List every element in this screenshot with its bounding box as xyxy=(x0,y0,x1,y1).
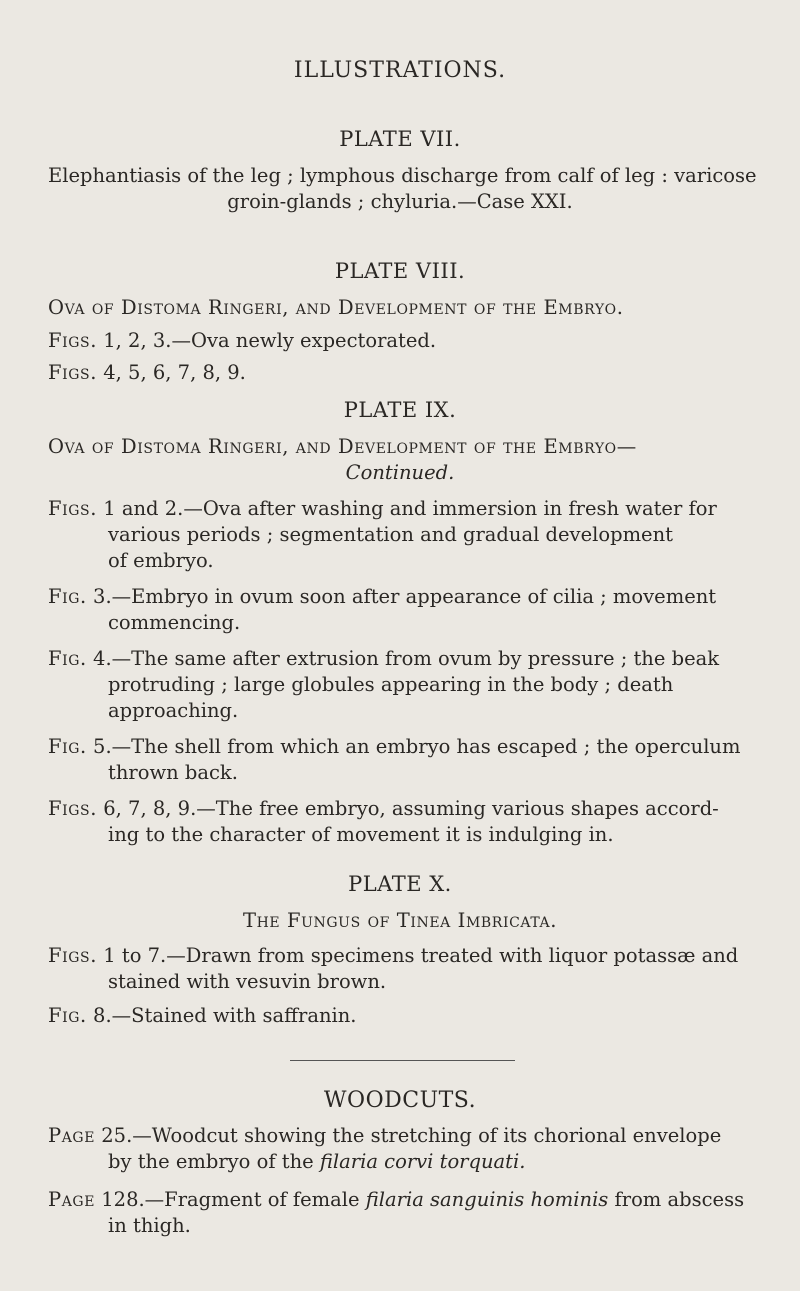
figure-label: Fig. xyxy=(48,585,87,608)
entry-text: from abscess xyxy=(608,1188,745,1211)
figure-label: Figs. xyxy=(48,944,98,967)
plate-9-entry-3-line-1 xyxy=(48,647,719,670)
plate-8-entry-1 xyxy=(48,329,436,352)
entry-text: by the embryo of the xyxy=(108,1150,320,1173)
running-head: ILLUSTRATIONS. xyxy=(293,58,507,83)
plate-9-entry-1-line-2: various periods ; segmentation and gradual development xyxy=(108,523,673,546)
figure-label: Fig. xyxy=(48,1004,87,1027)
species-name: filaria corvi torquati. xyxy=(319,1150,526,1173)
plate-9-entry-1-line-1 xyxy=(48,497,717,520)
plate-9-entry-3-line-2: protruding ; large globules appearing in the body ; death xyxy=(108,673,674,696)
figure-text: 4.—The same after extrusion from ovum by pressure ; the beak xyxy=(93,647,720,670)
plate-8-title: PLATE VIII. xyxy=(334,259,466,283)
page-label: Page xyxy=(48,1188,96,1211)
figure-label: Figs. xyxy=(48,329,98,352)
figure-text: 4, 5, 6, 7, 8, 9. xyxy=(103,361,246,384)
plate-9-entry-2-line-1 xyxy=(48,585,716,608)
figure-label: Figs. xyxy=(48,797,98,820)
plate-7-title: PLATE VII. xyxy=(339,127,461,151)
figure-text: 1, 2, 3.—Ova newly expectorated. xyxy=(103,329,437,352)
plate-10-heading: The Fungus of Tinea Imbricata. xyxy=(242,909,558,932)
figure-text: 6, 7, 8, 9.—The free embryo, assuming various shapes accord- xyxy=(103,797,719,820)
woodcuts-title: WOODCUTS. xyxy=(323,1088,477,1113)
plate-8-entry-2 xyxy=(48,361,246,384)
page-label: Page xyxy=(48,1124,96,1147)
plate-7-line-2: groin-glands ; chyluria.—Case XXI. xyxy=(227,190,573,213)
figure-text: 5.—The shell from which an embryo has escaped ; the operculum xyxy=(93,735,741,758)
plate-9-entry-5-line-1 xyxy=(48,797,719,820)
figure-label: Figs. xyxy=(48,497,98,520)
plate-9-entry-4-line-1 xyxy=(48,735,740,758)
plate-9-entry-4-line-2: thrown back. xyxy=(108,761,238,784)
plate-9-subheading: Continued. xyxy=(345,461,455,484)
figure-text: 8.—Stained with saffranin. xyxy=(93,1004,357,1027)
plate-8-heading: Ova of Distoma Ringeri, and Development of the Embryo. xyxy=(48,296,624,319)
plate-9-heading: Ova of Distoma Ringeri, and Development of the Embryo— xyxy=(48,435,637,458)
plate-9-entry-2-line-2: commencing. xyxy=(108,611,241,634)
figure-text: 1 and 2.—Ova after washing and immersion in fresh water for xyxy=(103,497,717,520)
figure-text: 1 to 7.—Drawn from specimens treated with liquor potassæ and xyxy=(103,944,739,967)
entry-text: 128.—Fragment of female xyxy=(101,1188,366,1211)
plate-7-line-1: Elephantiasis of the leg ; lymphous discharge from calf of leg : varicose xyxy=(48,164,757,187)
plate-10-title: PLATE X. xyxy=(348,872,452,896)
plate-9-title: PLATE IX. xyxy=(343,398,457,422)
woodcut-entry-2-line-2: in thigh. xyxy=(108,1214,191,1237)
plate-9-entry-3-line-3: approaching. xyxy=(108,699,239,722)
figure-label: Fig. xyxy=(48,735,87,758)
entry-text: 25.—Woodcut showing the stretching of its chorional envelope xyxy=(101,1124,722,1147)
figure-label: Fig. xyxy=(48,647,87,670)
figure-label: Figs. xyxy=(48,361,98,384)
plate-10-entry-1-line-2: stained with vesuvin brown. xyxy=(108,970,387,993)
figure-text: 3.—Embryo in ovum soon after appearance of cilia ; movement xyxy=(93,585,717,608)
plate-9-entry-5-line-2: ing to the character of movement it is indulging in. xyxy=(108,823,614,846)
species-name: filaria sanguinis hominis xyxy=(365,1188,609,1211)
plate-9-entry-1-line-3: of embryo. xyxy=(108,549,214,572)
